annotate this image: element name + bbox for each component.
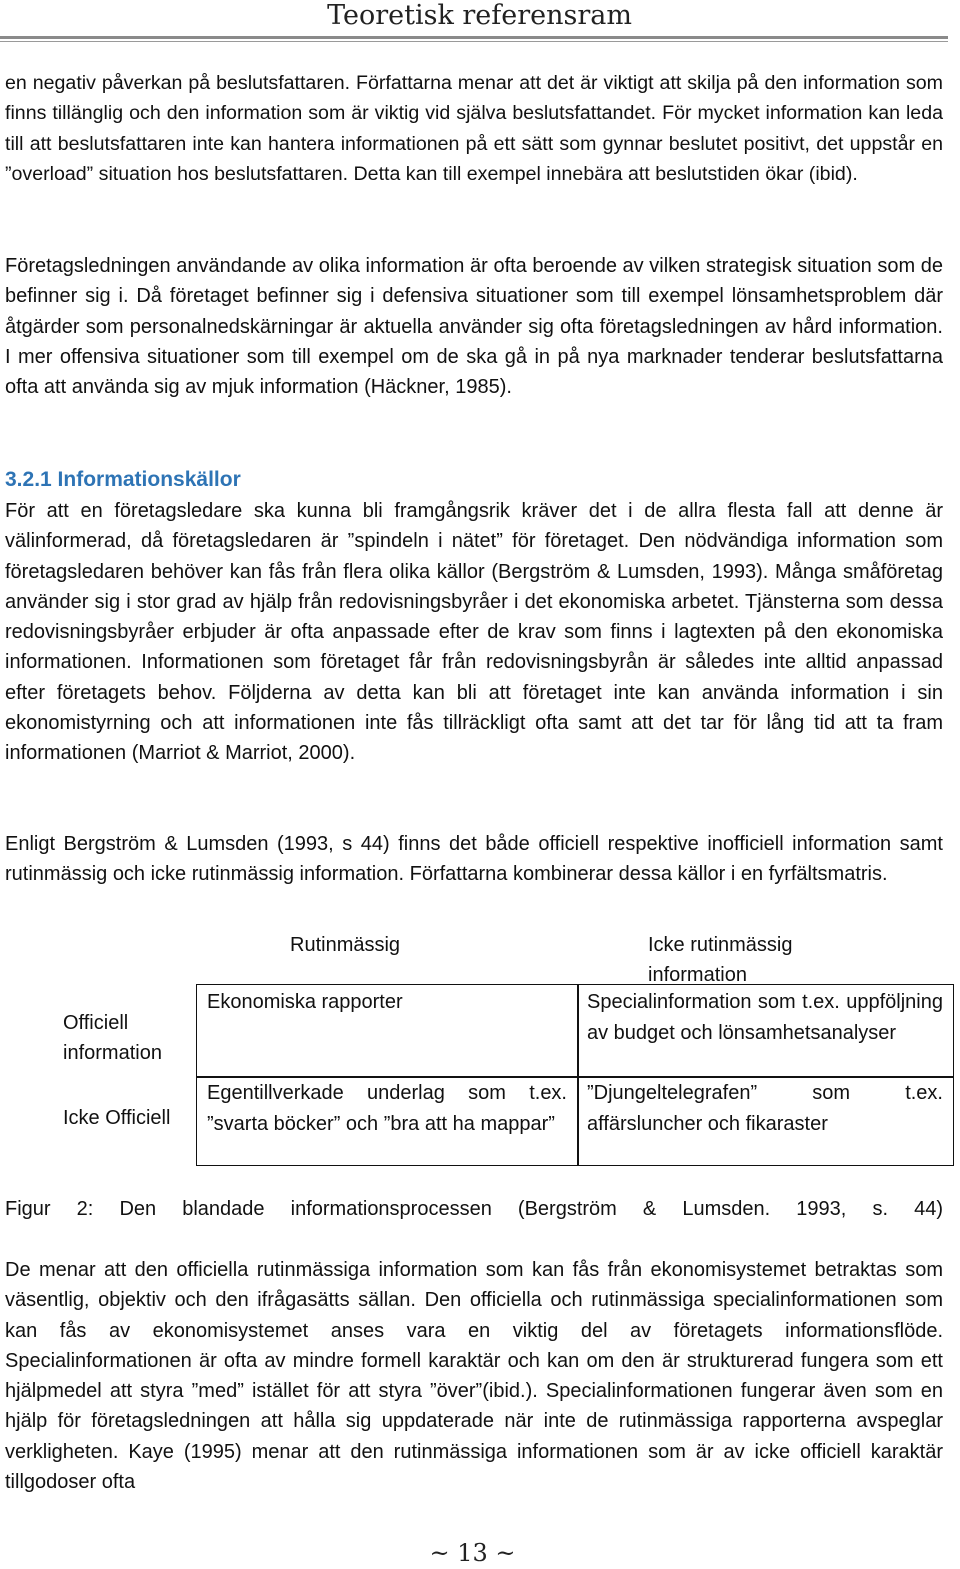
running-header: Teoretisk referensram: [327, 0, 632, 31]
paragraph-strategic-situation: Företagsledningen användande av olika information är ofta beroende av vilken strategisk situation som de befinner sig i. Då företaget befinner sig i defensiva situationer som till exempel lönsamhetsproblem där åtgärder som personalnedskärningar är aktuella använder sig ofta företagsledningen av hård information. I mer offensiva situationer som till exempel om de ska gå in på nya marknader tenderar beslutsfattarna ofta att använda sig av mjuk information (Häckner, 1985).: [5, 255, 943, 399]
paragraph-matrix-intro: Enligt Bergström & Lumsden (1993, s 44) finns det både officiell respektive inofficiell information samt rutinmässig och icke rutinmässig information. Författarna kombinerar dessa källor i en fyrfältsmatris.: [5, 833, 943, 886]
matrix-cell-official-routine: Ekonomiska rapporter: [207, 991, 403, 1013]
header-rule-thin: [0, 41, 948, 42]
page-number: ~ 13 ~: [429, 1539, 516, 1567]
matrix-cell-unofficial-non-routine: ”Djungeltelegrafen” som t.ex. affärsluncher och fikaraster: [587, 1082, 943, 1135]
matrix-column-header-routine: Rutinmässig: [290, 934, 401, 956]
paragraph-information-sources: För att en företagsledare ska kunna bli framgångsrik kräver det i de allra flesta fall att denne är välinformerad, då företagsledaren är ”spindeln i nätet” för företaget. Den nödvändiga information som företagsledaren behöver kan fås från flera olika källor (Bergström & Lumsden, 1993). Många småföretag använder sig i stor grad av hjälp från redovisningsbyråer i det ekonomiska arbetet. Tjänsterna som dessa redovisningsbyråer erbjuder är ofta anpassade efter de krav som finns i lagtexten på den ekonomiska informationen. Informationen som företaget får från redovisningsbyrån är således inte alltid anpassad efter företagets behov. Följderna av detta kan bli att företaget inte kan använda information i sin ekonomistyrning och att informationen inte fås tillräckligt ofta samt att det tar för lång tid att ta fram informationen (Marriot & Marriot, 2000).: [5, 500, 943, 765]
matrix-column-header-non-routine: Icke rutinmässig information: [648, 934, 793, 986]
matrix-cell-unofficial-routine: Egentillverkade underlag som t.ex. ”svarta böcker” och ”bra att ha mappar”: [207, 1082, 567, 1135]
matrix-row-header-unofficial: Icke Officiell: [63, 1107, 171, 1129]
header-rule: [0, 36, 948, 39]
four-field-matrix: [196, 984, 954, 1166]
matrix-cell-official-non-routine: Specialinformation som t.ex. uppföljning av budget och lönsamhetsanalyser: [587, 991, 943, 1044]
figure-caption: Figur 2: Den blandade informationsprocessen (Bergström & Lumsden. 1993, s. 44): [5, 1198, 943, 1220]
section-heading: 3.2.1 Informationskällor: [5, 468, 241, 491]
paragraph-official-information: De menar att den officiella rutinmässiga information som kan fås från ekonomisystemet betraktas som väsentlig, objektiv och den ifrågasätts sällan. Den officiella och rutinmässiga specialinformationen som kan fås av ekonomisystemet anses vara en viktig del av företagets informationsflöde. Specialinformationen är ofta av mindre formell karaktär och kan om den är strukturerad fungera som ett hjälpmedel att styra ”med” istället för att styra ”över”(ibid.). Specialinformationen fungerar även som en hjälp för företagsledningen att hålla sig uppdaterade när inte de rutinmässiga rapporterna avspeglar verkligheten. Kaye (1995) menar att den rutinmässiga informationen som är av icke officiell karaktär tillgodoser ofta: [5, 1259, 943, 1494]
paragraph-overload: en negativ påverkan på beslutsfattaren. Författarna menar att det är viktigt att skilja på den information som finns tillänglig och den information som är viktig vid själva beslutsfattandet. För mycket information kan leda till att beslutsfattaren inte kan hantera informationen på ett sätt som gynnar beslutet positivt, det uppstår en ”overload” situation hos beslutsfattaren. Detta kan till exempel innebära att beslutstiden ökar (ibid).: [5, 72, 943, 185]
matrix-divider-vertical: [577, 985, 579, 1165]
matrix-row-header-official: Officiell information: [63, 1012, 162, 1064]
